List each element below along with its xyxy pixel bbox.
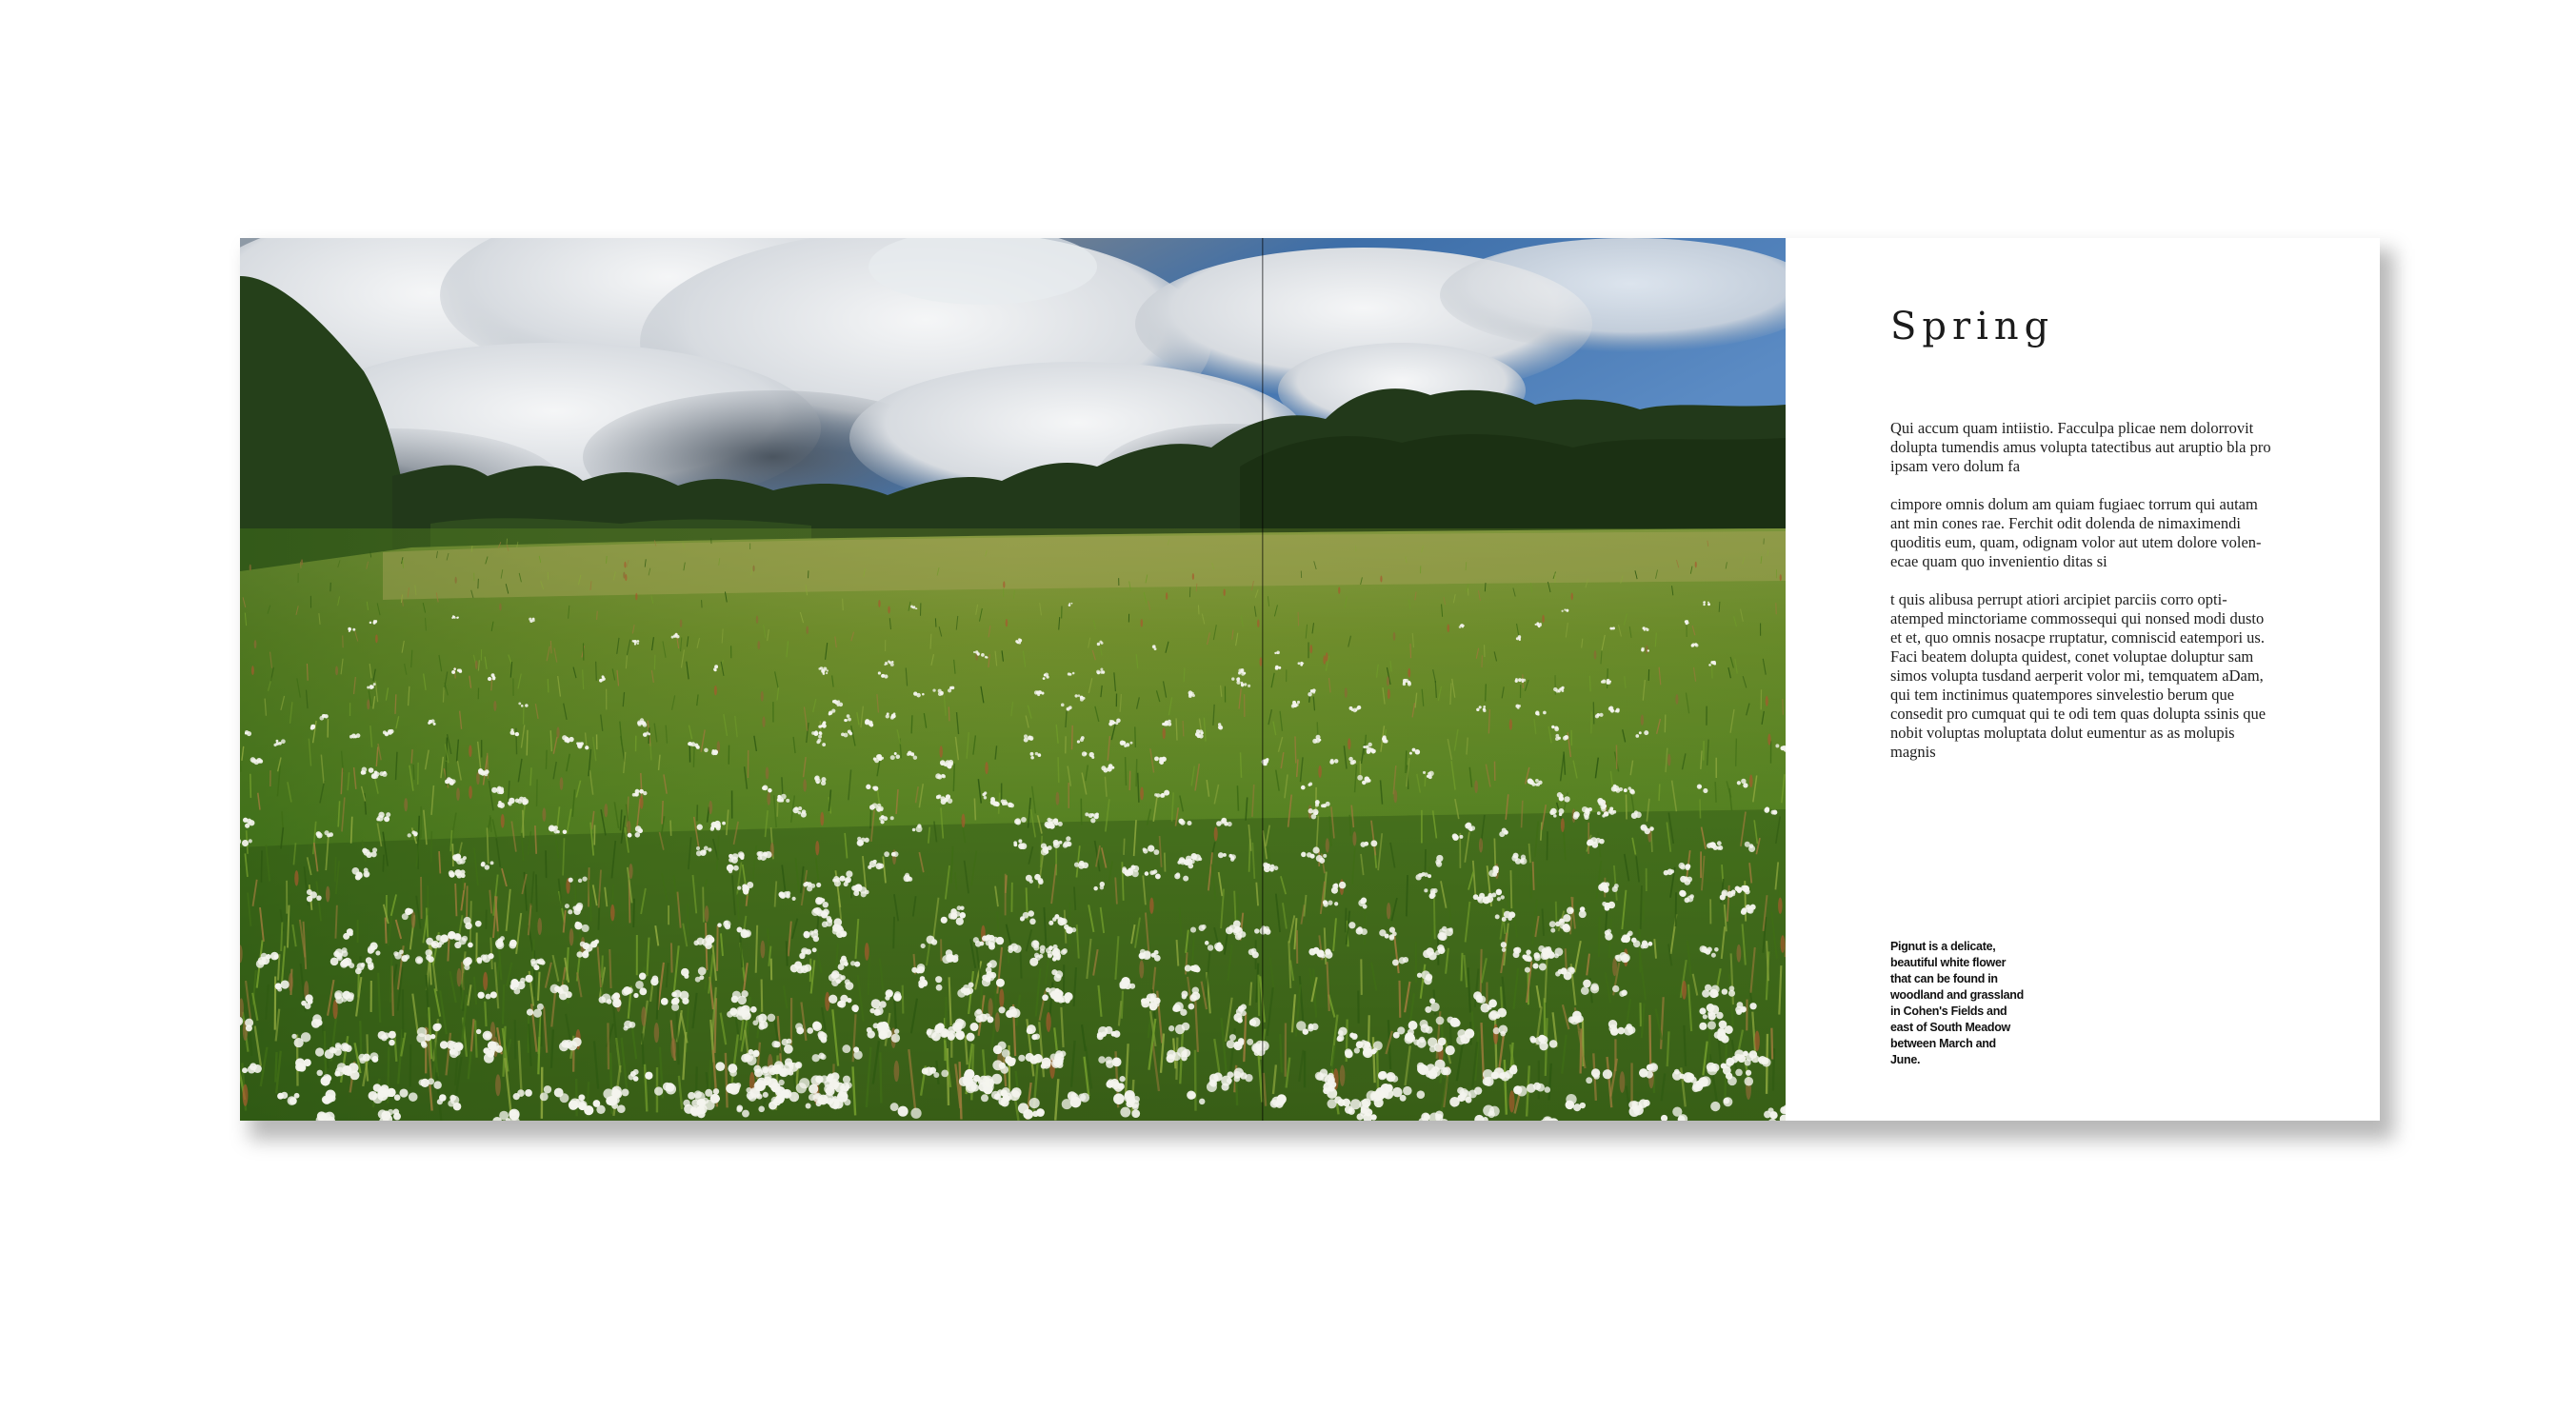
- pignut-flower: [378, 1108, 401, 1121]
- grass-blade: [650, 743, 651, 760]
- grass-blade: [1280, 1034, 1282, 1072]
- grass-blade: [1533, 862, 1534, 890]
- seed-head: [1749, 775, 1753, 787]
- grass-blade: [1486, 684, 1487, 701]
- seed-head: [1387, 903, 1391, 919]
- seed-head: [1192, 573, 1194, 580]
- seed-head: [1479, 838, 1483, 852]
- seed-head: [556, 726, 559, 738]
- seed-head: [411, 911, 416, 928]
- seed-head: [1542, 615, 1545, 623]
- grass-blade: [1771, 1028, 1772, 1060]
- grass-blade: [717, 925, 718, 971]
- grass-blade: [1349, 815, 1350, 836]
- grass-blade: [386, 918, 387, 944]
- seed-head: [627, 821, 630, 835]
- seed-head: [254, 640, 257, 648]
- grass-blade: [1641, 885, 1642, 929]
- seed-head: [1781, 935, 1786, 952]
- grass-blade: [597, 611, 598, 620]
- book-gutter: [1262, 238, 1264, 1121]
- grass-blade: [1195, 1050, 1196, 1111]
- seed-head: [1387, 676, 1389, 686]
- seed-head: [1046, 1012, 1050, 1032]
- grass-blade: [1626, 794, 1627, 819]
- seed-head: [294, 870, 298, 885]
- seed-head: [456, 787, 460, 801]
- grass-blade: [452, 844, 453, 866]
- grass-blade: [935, 618, 936, 626]
- grass-blade: [410, 1044, 411, 1087]
- seed-head: [1352, 831, 1356, 845]
- seed-head: [499, 603, 501, 610]
- seed-head: [714, 686, 717, 696]
- grass-blade: [997, 912, 998, 941]
- grass-blade: [642, 1033, 643, 1066]
- grass-blade: [455, 884, 456, 916]
- grass-blade: [1659, 784, 1660, 801]
- seed-head: [1509, 719, 1512, 730]
- seed-head: [1326, 652, 1328, 662]
- seed-head: [1141, 619, 1144, 627]
- seed-head: [625, 574, 627, 581]
- grass-blade: [475, 1021, 477, 1058]
- grass-blade: [390, 955, 391, 1003]
- grass-blade: [880, 1052, 881, 1103]
- grass-blade: [1494, 839, 1495, 866]
- seed-head: [1393, 789, 1397, 803]
- seed-head: [375, 634, 378, 643]
- seed-head: [1571, 593, 1573, 601]
- seed-head: [495, 1074, 501, 1096]
- seed-head: [680, 619, 683, 627]
- seed-head: [1620, 1071, 1626, 1093]
- grass-blade: [1346, 908, 1347, 933]
- seed-head: [1056, 792, 1060, 805]
- grass-blade: [281, 923, 282, 951]
- grass-blade: [1006, 875, 1007, 893]
- seed-head: [251, 666, 254, 675]
- grass-blade: [609, 949, 610, 988]
- grass-blade: [1295, 736, 1296, 763]
- grass-blade: [911, 715, 912, 733]
- seed-head: [501, 814, 505, 828]
- grass-blade: [903, 985, 904, 1014]
- grass-blade: [1198, 605, 1199, 614]
- grass-blade: [250, 774, 251, 798]
- grass-blade: [431, 831, 432, 863]
- seed-head: [1667, 754, 1671, 766]
- grass-blade: [787, 941, 788, 965]
- seed-head: [1348, 738, 1350, 749]
- seed-head: [624, 562, 626, 568]
- seed-head: [243, 1084, 249, 1106]
- seed-head: [1393, 632, 1396, 641]
- seed-head: [1224, 588, 1226, 596]
- seed-head: [961, 814, 965, 828]
- seed-head: [820, 812, 824, 826]
- seed-head: [560, 777, 564, 790]
- grass-blade: [670, 821, 671, 836]
- grass-blade: [1176, 718, 1177, 740]
- seed-head: [604, 804, 608, 817]
- grass-blade: [596, 662, 597, 681]
- grass-blade: [1165, 853, 1166, 872]
- seed-head: [766, 766, 769, 779]
- body-copy: [1890, 419, 2271, 762]
- seed-head: [1323, 655, 1326, 665]
- seed-head: [289, 973, 293, 992]
- grass-blade: [608, 1023, 609, 1069]
- seed-head: [762, 716, 765, 727]
- seed-head: [301, 559, 303, 566]
- grass-blade: [1736, 739, 1737, 766]
- grass-blade: [974, 798, 975, 820]
- seed-head: [569, 928, 574, 945]
- seed-head: [815, 841, 819, 856]
- seed-head: [475, 660, 478, 669]
- grass-blade: [1135, 726, 1136, 747]
- seed-head: [1612, 958, 1617, 976]
- seed-head: [1166, 592, 1168, 600]
- seed-head: [629, 864, 632, 879]
- grass-blade: [953, 764, 954, 791]
- grass-blade: [411, 749, 412, 764]
- seed-head: [537, 918, 542, 935]
- seed-head: [1345, 687, 1348, 698]
- grass-blade: [702, 600, 703, 607]
- grass-blade: [1183, 721, 1184, 736]
- seed-head: [483, 972, 488, 991]
- grass-blade: [1124, 839, 1125, 855]
- body-paragraph-1: Qui accum quam intiistio. Facculpa plicae nem dolorrovit dolupta tumendis amus volupta tatectibus aut aruptio bla pro ipsam vero dolum fa: [1890, 419, 2271, 475]
- seed-head: [469, 786, 472, 799]
- grass-blade: [503, 984, 504, 1024]
- seed-head: [670, 1038, 675, 1059]
- seed-head: [760, 941, 765, 959]
- grass-blade: [1184, 668, 1185, 683]
- grass-blade: [278, 954, 279, 980]
- seed-head: [1736, 945, 1741, 963]
- grass-blade: [1400, 981, 1401, 1018]
- seed-head: [623, 572, 625, 579]
- seed-head: [709, 801, 712, 814]
- seed-head: [250, 565, 251, 571]
- grass-blade: [536, 874, 537, 911]
- grass-blade: [1074, 886, 1075, 909]
- grass-blade: [1407, 875, 1408, 916]
- seed-head: [757, 641, 760, 649]
- seed-head: [1006, 619, 1008, 626]
- grass-blade: [1365, 906, 1366, 945]
- grass-blade: [1639, 928, 1640, 973]
- grass-blade: [1058, 757, 1059, 783]
- seed-head: [825, 992, 829, 1011]
- grass-blade: [546, 850, 547, 878]
- seed-head: [1641, 714, 1644, 726]
- grass-blade: [515, 1020, 516, 1059]
- grass-blade: [523, 810, 524, 838]
- grass-blade: [443, 687, 444, 703]
- grass-blade: [1783, 699, 1784, 715]
- seed-head: [985, 762, 988, 774]
- grass-blade: [1196, 584, 1197, 591]
- seed-head: [641, 1006, 646, 1026]
- seed-head: [1780, 574, 1782, 581]
- seed-head: [1767, 734, 1770, 746]
- book-spread: [240, 238, 2380, 1121]
- seed-head: [752, 566, 754, 572]
- grass-blade: [548, 679, 549, 692]
- text-page: [1786, 238, 2380, 1121]
- grass-blade: [275, 1052, 276, 1083]
- grass-blade: [1589, 676, 1590, 691]
- grass-blade: [467, 885, 468, 917]
- grass-blade: [1481, 949, 1482, 993]
- grass-blade: [893, 917, 894, 948]
- seed-head: [635, 593, 637, 601]
- grass-blade: [1541, 822, 1542, 840]
- body-paragraph-3: t quis alibusa perrupt atiori arcipiet parciis corro opti- atemped minctoriame commossequi qui nonsed modi dusto et et, quo omnis nosacpe rruptatur, comniscid eatempori us.: [1890, 590, 2265, 646]
- seed-head: [493, 701, 496, 711]
- seed-head: [1682, 981, 1687, 1000]
- seed-head: [335, 666, 338, 675]
- grass-blade: [546, 750, 547, 769]
- seed-head: [455, 577, 457, 584]
- grass-blade: [335, 857, 336, 882]
- seed-head: [999, 988, 1004, 1007]
- body-paragraph-2: cimpore omnis dolum am quiam fugiaec torrum qui autam ant min cones rae. Ferchit odit dolenda de nimaximendi quoditis eum, quam, odignam volor aut utem dolore volen- ecae quam quo invenientio ditas si: [1890, 495, 2262, 570]
- seed-head: [806, 626, 809, 634]
- grass-blade: [282, 811, 283, 827]
- seed-head: [865, 943, 869, 961]
- grass-blade: [602, 955, 603, 977]
- seed-head: [1003, 581, 1005, 587]
- grass-blade: [537, 780, 538, 806]
- seed-head: [1139, 960, 1144, 978]
- seed-head: [1561, 818, 1565, 832]
- grass-blade: [843, 599, 844, 610]
- grass-blade: [421, 877, 422, 919]
- grass-blade: [1122, 991, 1123, 1019]
- grass-blade: [762, 980, 763, 1012]
- grass-blade: [1715, 782, 1716, 803]
- seed-head: [995, 1012, 1000, 1032]
- grass-blade: [703, 887, 704, 923]
- grass-blade: [307, 664, 308, 681]
- seed-head: [542, 807, 546, 821]
- seed-head: [1214, 826, 1218, 841]
- grass-blade: [1410, 644, 1411, 658]
- grass-blade: [1649, 1015, 1650, 1068]
- seed-head: [1163, 727, 1166, 739]
- grass-blade: [1241, 752, 1242, 778]
- body-paragraph-4: Faci beatem dolupta quidest, conet voluptae doluptur sam simos volupta tusdand aerperit volor mi, temquatem aDam, qui tem inctinimus quatempores sinvelestio berum que consedit pro cumquat qui te odi tem quas dolupta ssinis que nobit voluptas moluptata dolut eumentur as as molupis magnis: [1890, 647, 2266, 761]
- grass-blade: [1258, 975, 1259, 1016]
- seed-head: [1338, 587, 1340, 593]
- seed-head: [640, 796, 644, 809]
- seed-head: [761, 691, 764, 702]
- grass-blade: [527, 730, 528, 756]
- seed-head: [404, 798, 408, 811]
- grass-blade: [485, 1002, 486, 1026]
- grass-blade: [439, 851, 440, 873]
- seed-head: [1594, 650, 1597, 659]
- seed-head: [1754, 1031, 1759, 1052]
- meadow-photograph: [240, 238, 1786, 1121]
- seed-head: [1766, 696, 1768, 706]
- photo-caption: Pignut is a delicate, beautiful white flower that can be found in woodland and grassland in Cohen's Fields and east of South Meadow between March and June.: [1890, 940, 2024, 1066]
- pignut-flower: [316, 1111, 335, 1121]
- grass-blade: [1368, 1015, 1369, 1044]
- grass-blade: [1547, 831, 1548, 860]
- seed-head: [610, 905, 615, 922]
- seed-head: [1447, 624, 1449, 632]
- seed-head: [1318, 766, 1322, 778]
- seed-head: [894, 1061, 900, 1082]
- seed-head: [888, 606, 889, 613]
- seed-head: [940, 746, 943, 758]
- grass-blade: [261, 850, 262, 882]
- grass-blade: [413, 765, 414, 780]
- seed-head: [1309, 645, 1312, 653]
- grass-blade: [1434, 894, 1435, 939]
- seed-head: [1778, 898, 1783, 914]
- grass-blade: [491, 679, 492, 690]
- seed-head: [878, 600, 880, 607]
- grass-blade: [1461, 953, 1462, 982]
- seed-head: [1380, 575, 1382, 582]
- grass-blade: [351, 817, 352, 844]
- seed-head: [1149, 898, 1154, 914]
- seed-head: [457, 968, 462, 987]
- grass-blade: [1237, 786, 1238, 810]
- seed-head: [1388, 689, 1390, 700]
- grass-blade: [1406, 750, 1407, 773]
- grass-blade: [1510, 870, 1511, 908]
- grass-blade: [662, 801, 663, 825]
- seed-head: [756, 616, 759, 624]
- grass-blade: [671, 943, 672, 972]
- seed-head: [767, 792, 770, 805]
- seed-head: [1340, 1064, 1346, 1086]
- seed-head: [803, 779, 807, 792]
- grass-blade: [633, 899, 634, 927]
- seed-head: [1675, 694, 1678, 705]
- grass-blade: [1136, 759, 1137, 786]
- grass-blade: [1428, 866, 1429, 898]
- seed-head: [1509, 1090, 1515, 1112]
- seed-head: [1257, 620, 1260, 628]
- grass-blade: [1021, 951, 1022, 978]
- seed-head: [1408, 668, 1410, 678]
- seed-head: [1140, 787, 1144, 801]
- grass-blade: [1126, 757, 1127, 786]
- grass-blade: [395, 694, 396, 714]
- seed-head: [1695, 562, 1697, 568]
- seed-head: [326, 886, 329, 903]
- page-title: Spring: [1890, 305, 2055, 348]
- seed-head: [1474, 780, 1478, 793]
- seed-head: [1646, 646, 1648, 654]
- seed-head: [367, 699, 369, 709]
- grass-blade: [383, 855, 384, 872]
- seed-head: [1326, 838, 1329, 852]
- seed-head: [705, 905, 709, 923]
- grass-blade: [1072, 726, 1073, 749]
- grass-blade: [550, 641, 551, 653]
- seed-head: [654, 1023, 659, 1043]
- seed-head: [469, 746, 471, 757]
